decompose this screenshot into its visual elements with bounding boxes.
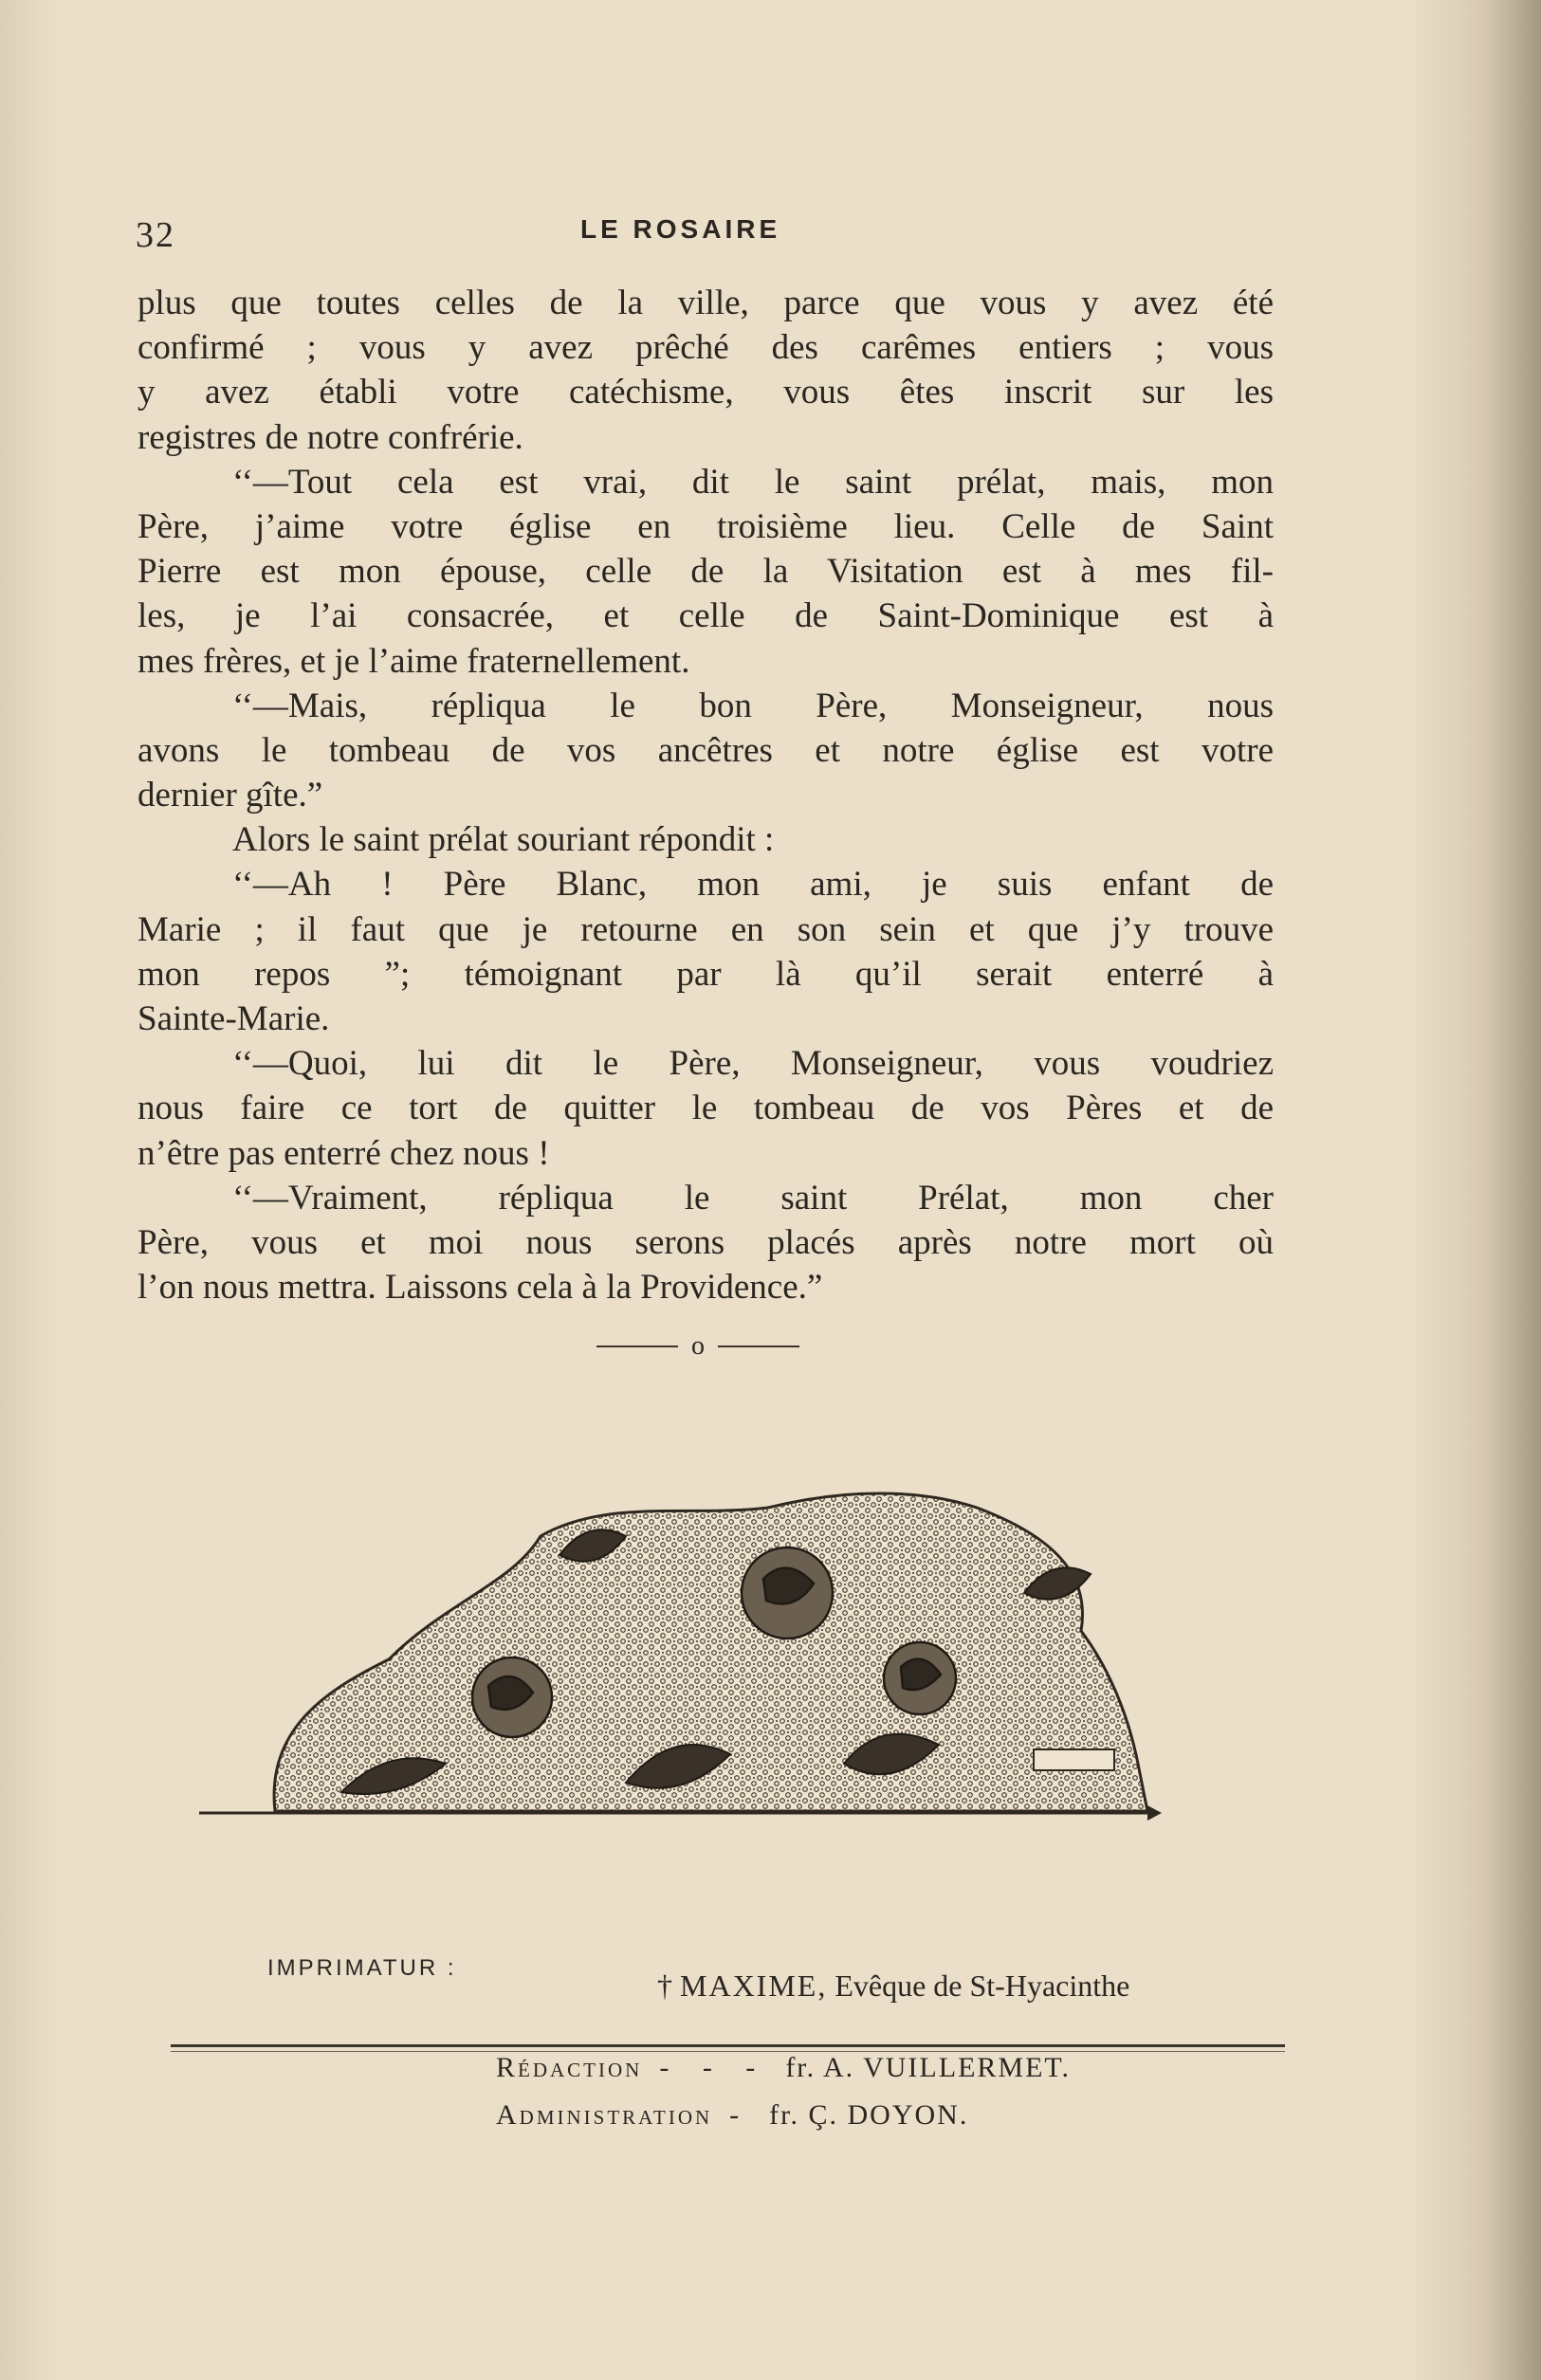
separator-rule-left (596, 1346, 678, 1347)
credit-role: Administration (496, 2099, 713, 2131)
text-line: Alors le saint prélat souriant répondit : (232, 820, 775, 860)
text-line: y avez établi votre catéchisme, vous êtes inscrit sur les (138, 373, 1274, 412)
credit-role: Rédaction (496, 2052, 643, 2083)
text-line: ‘‘—Mais, répliqua le bon Père, Monseigneur, nous (232, 686, 1274, 725)
text-line: ‘‘—Ah ! Père Blanc, mon ami, je suis enfant de (232, 865, 1274, 905)
text-line: ‘‘—Vraiment, répliqua le saint Prélat, mon cher (232, 1178, 1274, 1217)
separator-glyph: o (691, 1331, 705, 1361)
text-line: plus que toutes celles de la ville, parce que vous y avez été (138, 284, 1274, 322)
text-line: ‘‘—Tout cela est vrai, dit le saint prélat, mais, mon (232, 462, 1274, 502)
article-body (138, 281, 1274, 1309)
text-line: dernier gîte.” (138, 776, 323, 815)
text-line: ‘‘—Quoi, lui dit le Père, Monseigneur, vous voudriez (232, 1044, 1274, 1084)
text-line: Sainte-Marie. (138, 999, 330, 1038)
bishop-signature (657, 1968, 1129, 2004)
text-line: Père, j’aime votre église en troisième lieu. Celle de Saint (138, 506, 1274, 546)
text-line: confirmé ; vous y avez prêché des carêmes entiers ; vous (138, 328, 1274, 368)
text-line: Marie ; il faut que je retourne en son sein et que j’y trouve (138, 909, 1274, 949)
text-line: mes frères, et je l’aime fraternellement. (138, 641, 690, 681)
section-separator (584, 1329, 812, 1364)
text-line: avons le tombeau de vos ancêtres et notre église est votre (138, 730, 1274, 770)
text-line: les, je l’ai consacrée, et celle de Saint-Dominique est à (138, 596, 1274, 636)
running-title: LE ROSAIRE (580, 214, 781, 244)
separator-rule-right (718, 1346, 799, 1347)
text-line: registres de notre confrérie. (138, 417, 523, 457)
footer-rule (171, 2044, 1285, 2047)
credit-dashes: - (729, 2099, 753, 2131)
page-number: 32 (136, 215, 175, 255)
text-line: nous faire ce tort de quitter le tombeau de vos Pères et de (138, 1089, 1274, 1128)
imprimatur-label: IMPRIMATUR : (267, 1955, 457, 1981)
page-gutter-shadow (0, 0, 57, 2380)
text-line: mon repos ”; témoignant par là qu’il serait enterré à (138, 954, 1274, 994)
bishop-name: MAXIME, (680, 1968, 828, 2003)
credit-row-redaction (496, 2052, 1071, 2084)
cross-icon: † (657, 1968, 672, 2003)
text-line: Père, vous et moi nous serons placés après notre mort où (138, 1222, 1274, 1262)
credit-name: fr. A. VUILLERMET. (785, 2052, 1072, 2083)
bishop-title: Evêque de St-Hyacinthe (835, 1968, 1130, 2003)
page-edge-shadow (1408, 0, 1541, 2380)
rose-garland-icon (199, 1479, 1242, 1840)
credit-dashes: - - - (659, 2052, 769, 2083)
text-line: l’on nous mettra. Laissons cela à la Providence.” (138, 1268, 823, 1308)
credit-name: fr. Ç. DOYON. (769, 2099, 969, 2131)
text-line: Pierre est mon épouse, celle de la Visitation est à mes fil- (138, 552, 1274, 592)
text-line: n’être pas enterré chez nous ! (138, 1133, 550, 1173)
credit-row-administration (496, 2099, 968, 2132)
